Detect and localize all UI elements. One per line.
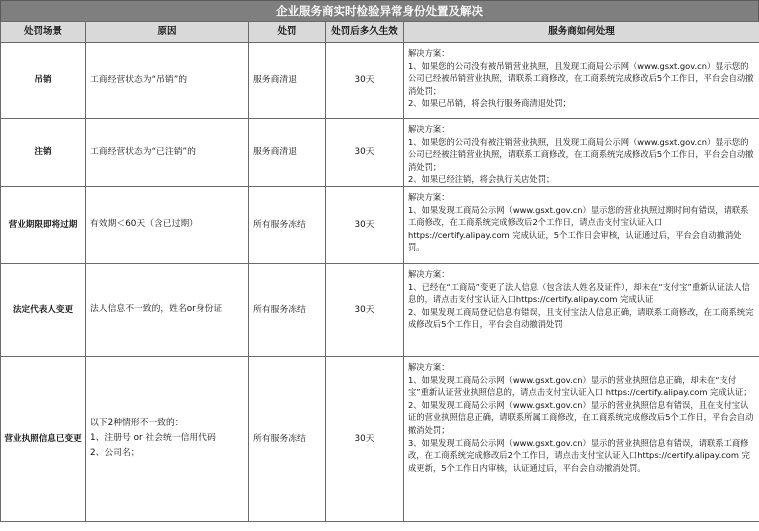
handle-line: 2、如果已经注销，将会执行关店处罚； — [408, 174, 555, 185]
handle-line: 1、如果您的公司没有被注销营业执照，且发现工商局公示网（www.gsxt.gov.cn）显示您的公司已经被注销营业执照，请联系工商修改，在工商系统完成修改后5个工作日，平台会自动撤消处罚； — [408, 136, 754, 172]
punish-cell: 所有服务冻结 — [249, 263, 326, 356]
handle-cell — [404, 356, 759, 521]
handle-cell — [404, 43, 759, 119]
punish-cell: 服务商清退 — [249, 119, 326, 187]
handle-line: 1、如果发现工商局公示网（www.gsxt.gov.cn）显示您的营业执照过期时间有错误，请联系工商修改，在工商系统完成修改后2个工作日，请点击支付宝认证入口https://certify.alipay.com 完成认证，5个工作日会审核，认证通过后，平台会自动撤消处罚。 — [408, 204, 749, 253]
handle-line: 2、如果已吊销，将会执行服务商清退处罚； — [408, 98, 571, 109]
scene-cell: 注销 — [1, 119, 86, 187]
handle-line: 1、已经在“工商局”变更了法人信息（包含法人姓名及证件），却未在“支付宝”重新认证法人信息的，请点击支付宝认证入口https://certify.alipay.com 完成认证 — [408, 281, 750, 305]
punish-cell: 服务商清退 — [249, 43, 326, 119]
punish-cell: 所有服务冻结 — [249, 356, 326, 521]
handle-line: 2、如果发现工商局登记信息有错误，且支付宝法人信息正确，请联系工商修改，在工商系统完成修改后5个工作日，平台会自动撤消处罚 — [408, 306, 754, 330]
handle-line: 1、如果发现工商局公示网（www.gsxt.gov.cn）显示的营业执照信息正确，却未在“支付宝”重新认证营业执照信息的，请点击支付宝认证入口 https://certify.alipay.com 完成认证； — [408, 374, 752, 398]
scene-cell: 营业执照信息已变更 — [1, 356, 86, 521]
days-cell: 30天 — [326, 263, 404, 356]
header-punish: 处罚 — [249, 22, 326, 43]
header-days: 处罚后多久生效 — [326, 22, 404, 43]
handle-line: 解决方案： — [408, 124, 450, 134]
reason-cell: 工商经营状态为“已注销”的 — [86, 119, 249, 187]
handle-line: 3、如果发现工商局公示网（www.gsxt.gov.cn）显示的营业执照信息有错误，请联系工商修改，在工商系统完成修改后2个工作日，请点击支付宝认证入口https://certify.alipay.com 完成更新，5个工作日内审核，认证通过后，平台会自动撤消处罚。 — [408, 437, 750, 473]
handle-line: 解决方案： — [408, 48, 450, 58]
header-scene: 处罚场景 — [1, 22, 86, 43]
handle-cell — [404, 119, 759, 187]
scene-cell: 吊销 — [1, 43, 86, 119]
scene-cell: 营业期限即将过期 — [1, 186, 86, 263]
table-row — [1, 119, 759, 187]
reason-cell: 有效期＜60天（含已过期） — [86, 186, 249, 263]
header-reason: 原因 — [86, 22, 249, 43]
days-cell: 30天 — [326, 356, 404, 521]
handle-line: 1、如果您的公司没有被吊销营业执照，且发现工商局公示网（www.gsxt.gov.cn）显示您的公司已经被吊销营业执照，请联系工商修改，在工商系统完成修改后5个工作日，平台会自动撤消处罚； — [408, 60, 754, 96]
handle-line: 解决方案： — [408, 361, 450, 372]
header-handle: 服务商如何处理 — [404, 22, 759, 43]
table-row — [1, 263, 759, 356]
days-cell: 30天 — [326, 119, 404, 187]
reason-line: 1、注册号 or 社会统一信用代码 — [90, 433, 216, 444]
reason-cell: 法人信息不一致的，姓名or身份证 — [86, 263, 249, 356]
scene-cell: 法定代表人变更 — [1, 263, 86, 356]
reason-line: 以下2种情形不一致的： — [90, 418, 184, 429]
handle-cell — [404, 263, 759, 356]
punish-cell: 所有服务冻结 — [249, 186, 326, 263]
reason-cell: 工商经营状态为“吊销”的 — [86, 43, 249, 119]
days-cell: 30天 — [326, 43, 404, 119]
table-title: 企业服务商实时检验异常身份处置及解决 — [0, 0, 759, 22]
table-row — [1, 186, 759, 263]
punishment-table — [0, 21, 759, 522]
handle-line: 解决方案： — [408, 191, 450, 202]
header-row — [1, 22, 759, 43]
reason-line: 2、公司名； — [90, 448, 140, 459]
handle-cell — [404, 186, 759, 263]
reason-cell — [86, 356, 249, 521]
table-row — [1, 356, 759, 521]
handle-line: 解决方案： — [408, 268, 450, 279]
days-cell: 30天 — [326, 186, 404, 263]
handle-line: 2、如果发现工商局公示网（www.gsxt.gov.cn）显示的营业执照信息有错误，且在支付宝认证的营业执照信息正确，请联系所属工商修改，在工商系统完成修改后5个工作日，平台会自动撤消处罚； — [408, 399, 754, 435]
table-row — [1, 43, 759, 119]
